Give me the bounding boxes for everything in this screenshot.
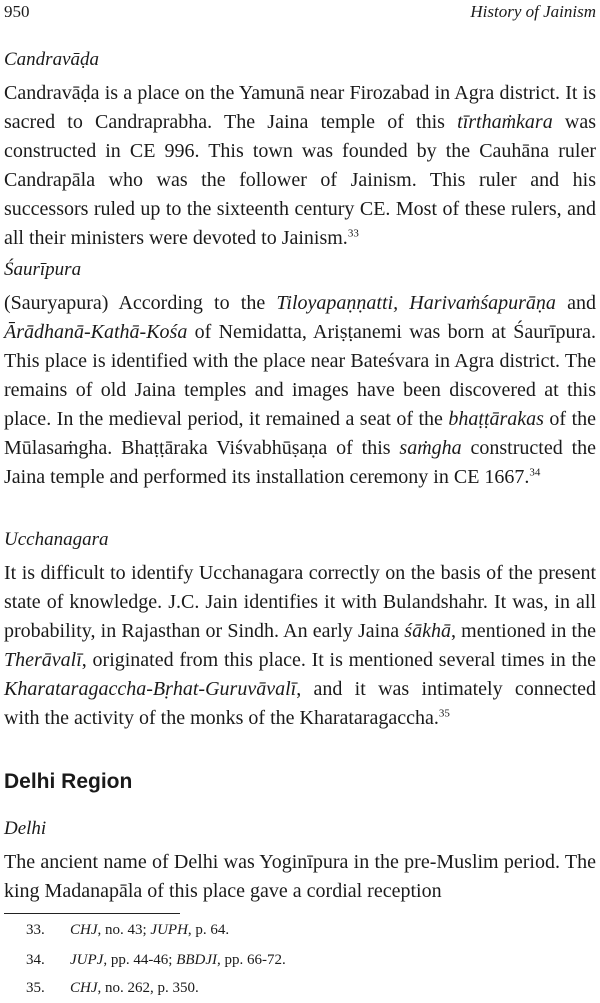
italic-term: BBDJI: [176, 952, 218, 968]
italic-term: Tiloyapaṇṇatti, Harivaṁśapurāṇa: [276, 292, 556, 314]
footnote-number: 35.: [26, 980, 45, 996]
page-number: 950: [4, 2, 30, 21]
italic-term: śākhā: [404, 620, 451, 642]
text-run: Candravāḍa is a place on the Yamunā near Firozabad in Agra district. It is sacred to Candraprabha. The Jaina temple of this: [4, 82, 596, 133]
footnote-ref: 33: [347, 227, 359, 240]
section-title-delhi: Delhi: [4, 818, 47, 839]
paragraph-delhi: [4, 848, 596, 906]
region-heading: Delhi Region: [4, 770, 133, 793]
text-run: of Nemidatta, Ariṣṭanemi was born at Śaurīpura. This place is identified with the place near Bateśvara in Agra district. The remains of old Jaina temples and images have been discovered at this place. In the medieval period, it remained a seat of the: [4, 321, 596, 430]
italic-term: JUPH: [150, 922, 188, 938]
footnote-text: [70, 922, 229, 938]
section-title-sauripura: Śaurīpura: [4, 259, 82, 280]
footnote-text: [70, 952, 286, 968]
text-run: was constructed in CE 996. This town was founded by the Cauhāna ruler Candrapāla who was the follower of Jainism. This ruler and his successors ruled up to the sixteenth century CE. Most of these rulers, and all their ministers were devoted to Jainism.: [4, 111, 596, 249]
italic-term: Ārādhanā-Kathā-Kośa: [4, 321, 188, 343]
text-run: It is difficult to identify Ucchanagara correctly on the basis of the present state of knowledge. J.C. Jain identifies it with Bulandshahr. It was, in all probability, in Rajasthan or Sindh. An early Jaina: [4, 562, 596, 642]
text-run: The ancient name of Delhi was Yoginīpura in the pre-Muslim period. The king Madanapāla of this place gave a cordial reception: [4, 851, 596, 902]
footnote-divider: [4, 913, 180, 914]
text-run: , no. 262, p. 350.: [97, 980, 199, 996]
paragraph-candravada: [4, 79, 596, 253]
footnote-34: [26, 952, 286, 969]
italic-term: JUPJ: [70, 952, 104, 968]
italic-term: CHJ: [70, 980, 98, 996]
footnote-number: 33.: [26, 922, 45, 938]
footnote-ref: 35: [438, 707, 450, 720]
running-header: [4, 2, 596, 26]
footnote-33: [26, 922, 229, 939]
italic-term: bhaṭṭārakas: [448, 408, 544, 430]
italic-term: saṁgha: [399, 437, 462, 459]
text-run: and: [555, 292, 596, 314]
section-title-candravada: Candravāḍa: [4, 49, 99, 70]
footnote-number: 34.: [26, 952, 45, 968]
paragraph-ucchanagara: [4, 559, 596, 733]
running-title: History of Jainism: [470, 2, 596, 21]
text-run: , no. 43;: [97, 922, 151, 938]
paragraph-sauripura: [4, 289, 596, 492]
text-run: , pp. 66-72.: [217, 952, 286, 968]
footnote-35: [26, 980, 199, 997]
text-run: (Sauryapura) According to the: [4, 292, 277, 314]
italic-term: Kharataragaccha-Bṛhat-Guruvāvalī: [4, 678, 297, 700]
footnote-text: [70, 980, 199, 996]
italic-term: CHJ: [70, 922, 98, 938]
italic-term: tīrthaṁkara: [457, 111, 553, 133]
text-run: of the Mūlasaṁgha. Bhaṭṭāraka Viśvabhūṣaṇa of this: [4, 408, 596, 459]
text-run: , mentioned in the: [450, 620, 596, 642]
text-run: , p. 64.: [187, 922, 230, 938]
text-run: , originated from this place. It is mentioned several times in the: [81, 649, 596, 671]
section-title-ucchanagara: Ucchanagara: [4, 529, 109, 550]
text-run: , and it was intimately connected with the activity of the monks of the Kharataragaccha.: [4, 678, 596, 729]
footnote-ref: 34: [529, 466, 541, 479]
italic-term: Therāvalī: [4, 649, 82, 671]
text-run: constructed the Jaina temple and performed its installation ceremony in CE 1667.: [4, 437, 596, 488]
text-run: , pp. 44-46;: [103, 952, 177, 968]
